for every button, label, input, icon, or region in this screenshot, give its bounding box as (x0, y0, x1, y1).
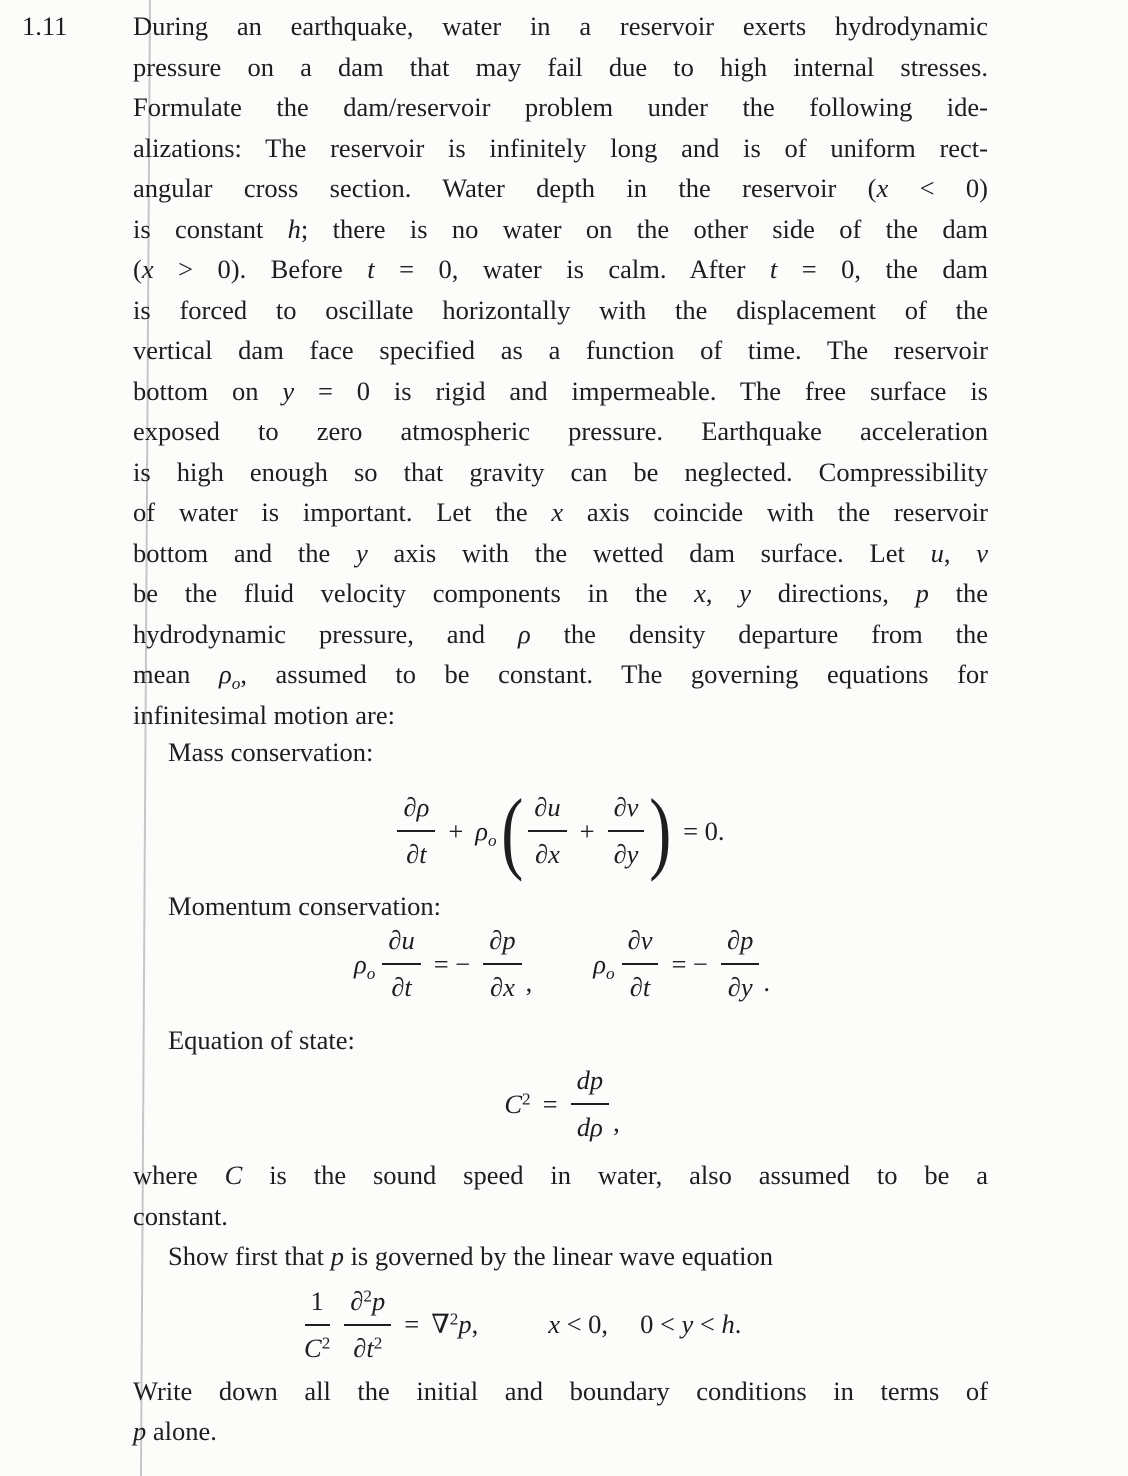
closing-line: constant. (133, 1200, 228, 1231)
plus-operator: + (448, 815, 464, 846)
fraction-numerator: ∂u (382, 926, 420, 965)
fraction-dv-dt (622, 926, 659, 1001)
fraction-denominator: dρ (576, 1112, 603, 1142)
fraction-dv-dy (608, 793, 645, 868)
paragraph-line: is high enough so that gravity can be neglected. Compressibility (133, 456, 988, 487)
coefficient-rho-o: $\rho_o$ (354, 948, 376, 983)
fraction-numerator: ∂$^2$p (344, 1287, 391, 1326)
equals-zero: = 0. (683, 815, 725, 846)
equation-momentum-conservation (133, 921, 988, 1007)
closing-line: where C is the sound speed in water, also assumed to be a (133, 1160, 988, 1190)
fraction-denominator: ∂t (629, 972, 651, 1002)
fraction-numerator: ∂v (622, 926, 659, 965)
fraction-numerator: 1 (305, 1287, 330, 1326)
fraction-dp-drho (571, 1066, 610, 1141)
fraction-denominator: ∂y (613, 839, 639, 869)
paragraph-line: mean $\rho_o$, assumed to be constant. The governing equations for (133, 659, 988, 694)
fraction-denominator: ∂y (727, 972, 753, 1002)
section-label-mass-conservation: Mass conservation: (168, 737, 374, 767)
fraction-denominator: ∂x (535, 839, 560, 869)
equals-minus-operator: = − (433, 948, 471, 979)
paragraph-line: infinitesimal motion are: (133, 699, 395, 730)
paragraph-line: be the fluid velocity components in the x, y directions, p the (133, 578, 988, 608)
fraction-numerator: ∂p (483, 926, 521, 965)
fraction-denominator: $C^2$ (304, 1332, 331, 1363)
show-first-line: Show first that p is governed by the linear wave equation (168, 1241, 773, 1271)
paragraph-line: alizations: The reservoir is infinitely long and is of uniform rect- (133, 132, 988, 163)
fraction-denominator: ∂x (490, 972, 515, 1002)
paragraph-line: During an earthquake, water in a reservoir exerts hydrodynamic (133, 11, 988, 41)
paragraph-line: hydrodynamic pressure, and ρ the density departure from the (133, 618, 988, 649)
coefficient-rho-o: $\rho_o$ (593, 948, 615, 983)
comma: , (613, 1107, 620, 1138)
comma: , (525, 967, 533, 998)
problem-text-column (133, 6, 988, 1452)
paragraph-line: is forced to oscillate horizontally with the displacement of the (133, 294, 988, 325)
equation-linear-wave (133, 1285, 988, 1365)
paragraph-line: angular cross section. Water depth in the reservoir (x < 0) (133, 173, 988, 203)
paragraph-line: bottom and the y axis with the wetted dam surface. Let u, v (133, 537, 989, 568)
paragraph-line: vertical dam face specified as a function of time. The reservoir (133, 335, 988, 365)
fraction-numerator: dp (571, 1066, 610, 1105)
paragraph-line: bottom on y = 0 is rigid and impermeable. The free surface is (133, 375, 988, 406)
fraction-dp-dy (721, 926, 759, 1001)
paragraph-line: (x > 0). Before t = 0, water is calm. After t = 0, the dam (133, 254, 988, 284)
fraction-numerator: ∂v (608, 793, 645, 832)
domain-condition-y: 0 < y < h. (640, 1309, 742, 1340)
fraction-drho-dt (397, 793, 435, 868)
section-label-equation-of-state: Equation of state: (168, 1025, 355, 1055)
equals-operator: = (404, 1309, 420, 1340)
c-squared: $C^2$ (504, 1088, 531, 1119)
domain-condition-x: x < 0, (548, 1309, 609, 1340)
fraction-numerator: ∂p (721, 926, 759, 965)
laplacian-p: ∇$^2$p, (431, 1309, 479, 1340)
plus-operator: + (579, 815, 595, 846)
fraction-numerator: ∂ρ (397, 793, 435, 832)
paragraph-line: exposed to zero atmospheric pressure. Earthquake acceleration (133, 416, 988, 446)
big-right-paren: ) (649, 779, 672, 882)
paragraph-line: of water is important. Let the x axis coincide with the reservoir (133, 497, 988, 527)
paragraph-line: is constant h; there is no water on the other side of the dam (133, 213, 988, 244)
equals-minus-operator: = − (671, 948, 708, 979)
problem-number: 1.11 (22, 11, 68, 41)
paragraph-line: pressure on a dam that may fail due to high internal stresses. (133, 51, 988, 82)
closing-line: Write down all the initial and boundary conditions in terms of (133, 1375, 988, 1406)
closing-line: p alone. (133, 1416, 217, 1446)
equals-operator: = (542, 1088, 558, 1119)
coefficient-rho-o: $\rho_o$ (475, 815, 497, 850)
fraction-d2p-dt2 (344, 1287, 391, 1362)
equation-of-state (133, 1061, 988, 1147)
fraction-denominator: $\partial t^2$ (353, 1332, 383, 1363)
equation-mass-conservation (133, 779, 988, 883)
big-left-paren: ( (500, 779, 523, 882)
period: . (763, 967, 770, 998)
section-label-momentum-conservation: Momentum conservation: (168, 891, 442, 921)
fraction-du-dx (528, 793, 566, 868)
fraction-dp-dx (483, 926, 521, 1001)
fraction-du-dt (382, 926, 420, 1001)
fraction-denominator: ∂t (391, 972, 412, 1002)
fraction-numerator: ∂u (528, 793, 566, 832)
paragraph-line: Formulate the dam/reservoir problem under the following ide- (133, 92, 988, 122)
fraction-1-over-c2 (298, 1287, 336, 1362)
fraction-denominator: ∂t (406, 839, 427, 869)
